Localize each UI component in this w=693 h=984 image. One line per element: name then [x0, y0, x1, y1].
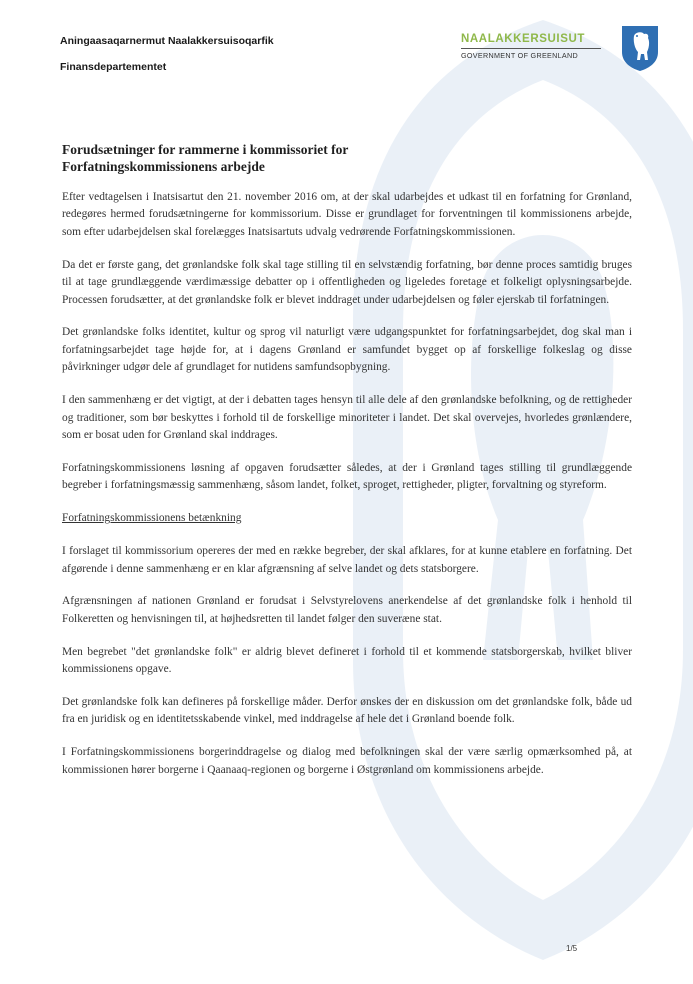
paragraph: Men begrebet "det grønlandske folk" er aldrig blevet defineret i forhold til et kommende statsborgerskab, hvilket bliver kommissionens opgave. — [62, 645, 632, 676]
page-number: 1/5 — [566, 944, 578, 953]
section-subheading: Forfatningskommissionens betænkning — [62, 512, 242, 525]
paragraph: I Forfatningskommissionens borgerinddragelse og dialog med befolkningen skal der være særlig opmærksomhed på, at kommissionen hører borgerne i Qaanaaq-regionen og borgerne i Østgrønland om kommissionens arbejde. — [62, 746, 632, 776]
org-name-danish: Finansdepartementet — [60, 61, 167, 73]
header-organization — [60, 35, 274, 73]
paragraph: I forslaget til kommissorium opereres der med en række begreber, der skal afklares, for at kunne etablere en forfatning. Det afgørende i denne sammenhæng er en klar afgrænsning af selve landet og dets statsborgere. — [62, 545, 632, 575]
government-logo — [461, 33, 601, 60]
logo-subtitle: GOVERNMENT OF GREENLAND — [461, 51, 578, 60]
paragraph: Efter vedtagelsen i Inatsisartut den 21. november 2016 om, at der skal udarbejdes et udkast til en forfatning for Grønland, redegøres hermed forudsætningerne for kommissorium. Disse er grundlaget for forventningen til kommissionens arbejde, som efter udarbejdelsen skal forelægges Inatsisartuts udvalg vedrørende Forfatningskommissionen. — [62, 191, 632, 238]
paragraph: Det grønlandske folks identitet, kultur og sprog vil naturligt være udgangspunktet for forfatningsarbejdet, dog skal man i forfatningsarbejdet tage højde for, at i dagens Grønland er samfundet bygget op af forskellige folkeslag og disse påvirkninger udgør dele af grundlaget for nutidens samfundsopbygning. — [62, 326, 632, 374]
paragraph: Da det er første gang, det grønlandske folk skal tage stilling til en selvstændig forfatning, bør denne proces samtidig bruges til at tage grundlæggende værdimæssige debatter op i offentligheden og ligeledes foretage et folkeligt oplysningsarbejde. Processen forudsætter, at det grønlandske folk er blevet inddraget under udarbejdelsen og føler ejerskab til forfatningen. — [62, 258, 632, 306]
org-name-kalaallisut: Aningaasaqarnermut Naalakkersuisoqarfik — [60, 35, 274, 47]
paragraph: Det grønlandske folk kan defineres på forskellige måder. Derfor ønskes der en diskussion om det grønlandske folk, både ud fra en juridisk og en identitetsskabende vinkel, med inddragelse af hele det i Grønland boende folk. — [62, 696, 632, 726]
document-body — [62, 189, 632, 795]
paragraph: Afgrænsningen af nationen Grønland er forudsat i Selvstyrelovens anerkendelse af det grønlandske folk i henhold til Folkeretten og henvisningen til, at højhedsretten til landet følger den suveræne stat. — [62, 595, 632, 625]
greenland-polar-bear-seal-icon — [620, 24, 660, 72]
paragraph: I den sammenhæng er det vigtigt, at der i debatten tages hensyn til alle dele af den grønlandske befolkning, og de rettigheder og traditioner, som bør beskyttes i forhold til de forskellige minoriteter i landet. Det skal overvejes, hvorledes grønlændere, som er bosat uden for Grønland skal inddrages. — [62, 394, 632, 441]
document-title: Forudsætninger for rammerne i kommissoriet for Forfatningskommissionens arbejde — [62, 142, 349, 174]
logo-divider — [461, 48, 601, 49]
logo-brand-text: NAALAKKERSUISUT — [461, 33, 585, 45]
paragraph: Forfatningskommissionens løsning af opgaven forudsætter således, at der i Grønland tages stilling til grundlæggende begreber i forfatningsmæssig sammenhæng, såsom landet, folket, sproget, rettigheder, pligter, forvaltning og styreform. — [62, 461, 632, 492]
